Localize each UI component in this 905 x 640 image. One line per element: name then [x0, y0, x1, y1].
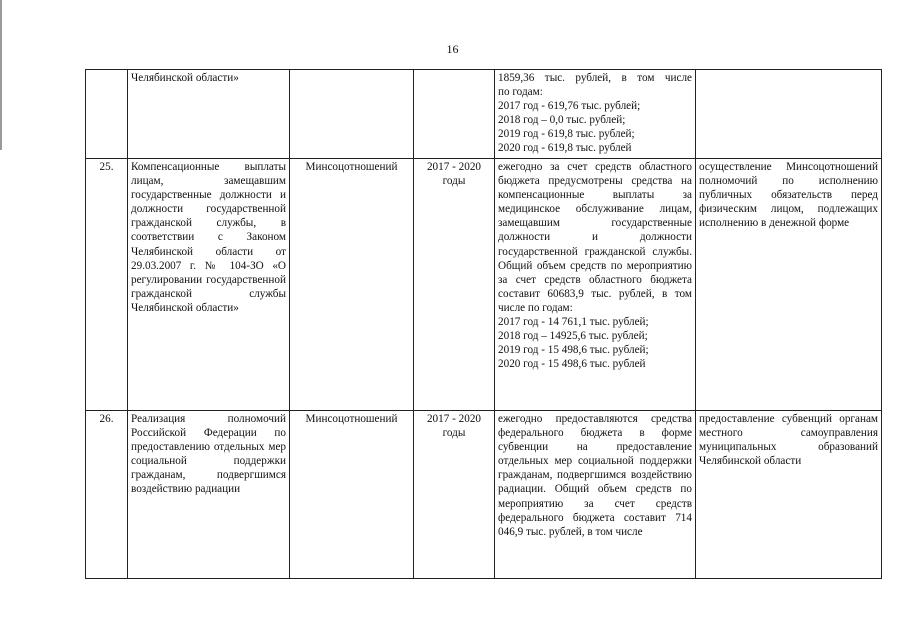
funding-line: 2017 год - 619,76 тыс. рублей;	[498, 100, 641, 113]
funding-line: 2018 год – 0,0 тыс. рублей;	[498, 114, 626, 127]
term-cell: 2017 - 2020 годы	[414, 159, 495, 411]
table-row	[86, 411, 882, 579]
funding-cell	[495, 159, 696, 411]
funding-cell: ежегодно предоставляются средства федерального бюджета в форме субвенции на предоставление отдельных мер социальной поддержки гражданам, подвергшимся воздействию радиации. Общий объем средств по мероприятию за счет средств федерального бюджета составит 714 046,9 тыс. рублей, в том числе	[495, 411, 696, 579]
row-number-cell: 26.	[86, 411, 128, 579]
row-number-cell	[86, 70, 128, 159]
funding-line: 2019 год - 619,8 тыс. рублей;	[498, 128, 635, 141]
page-number: 16	[446, 42, 459, 56]
funding-line: 1859,36 тыс. рублей, в том числе	[498, 72, 692, 84]
table-row	[86, 70, 882, 159]
result-cell: осуществление Минсоцотношений полномочий по исполнению публичных обязательств перед физическим лицом, подлежащих исполнению в денежной форме	[696, 159, 882, 411]
row-number-cell: 25.	[86, 159, 128, 411]
program-table	[85, 69, 882, 579]
term-cell	[414, 70, 495, 159]
funding-line: 2018 год – 14925,6 тыс. рублей;	[498, 330, 648, 343]
executor-cell: Минсоцотношений	[290, 411, 414, 579]
funding-description: ежегодно за счет средств областного бюджета предусмотрены средства на компенсационные выплаты за медицинское обслуживание лицам, замещавшим государственные должности и должности государственной гражданской службы. Общий объем средств по мероприятию за счет средств областного бюджета составит 60683,9 тыс. рублей, в том числе по годам:	[498, 161, 692, 314]
measure-name-cell: Челябинской области»	[128, 70, 290, 159]
executor-cell	[290, 70, 414, 159]
term-cell: 2017 - 2020 годы	[414, 411, 495, 579]
funding-line: 2020 год - 15 498,6 тыс. рублей	[498, 358, 646, 371]
scan-edge-line	[0, 0, 2, 150]
measure-name-cell: Реализация полномочий Российской Федерации по предоставлению отдельных мер социальной поддержки гражданам, подвергшимся воздействию радиации	[128, 411, 290, 579]
funding-line: по годам:	[498, 86, 543, 99]
executor-cell: Минсоцотношений	[290, 159, 414, 411]
funding-cell	[495, 70, 696, 159]
funding-line: 2017 год - 14 761,1 тыс. рублей;	[498, 316, 649, 329]
funding-line: 2020 год - 619,8 тыс. рублей	[498, 142, 632, 155]
result-cell	[696, 70, 882, 159]
table-row	[86, 159, 882, 411]
funding-line: 2019 год - 15 498,6 тыс. рублей;	[498, 344, 649, 357]
measure-name-cell: Компенсационные выплаты лицам, замещавшим государственные должности и должности государственной гражданской службы, в соответствии с Законом Челябинской области от 29.03.2007 г. № 104-ЗО «О регулировании государственной гражданской службы Челябинской области»	[128, 159, 290, 411]
result-cell: предоставление субвенций органам местного самоуправления муниципальных образований Челябинской области	[696, 411, 882, 579]
